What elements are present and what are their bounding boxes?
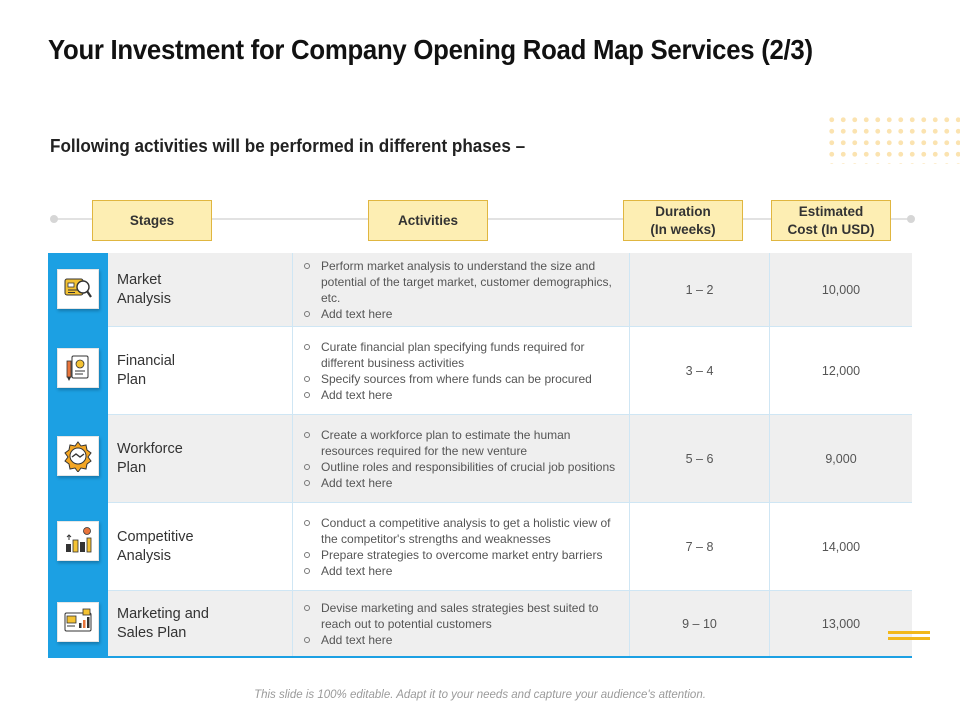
activity-item: Create a workforce plan to estimate the human resources required for the new venture [303, 427, 623, 459]
duration-cell: 7 – 8 [630, 503, 770, 590]
activity-item: Curate financial plan specifying funds required for different business activities [303, 339, 623, 371]
activities-cell [292, 327, 630, 414]
header-activities-label: Activities [397, 212, 459, 228]
footer-note: This slide is 100% editable. Adapt it to your needs and capture your audience's attention. [254, 689, 706, 701]
header-stages-label: Stages [129, 212, 175, 228]
table-row [108, 503, 912, 591]
activities-cell [292, 591, 630, 656]
market-analysis-icon [63, 275, 93, 303]
connector-dot-right [907, 215, 915, 223]
competitive-analysis-icon [57, 521, 99, 561]
activity-item: Prepare strategies to overcome market entry barriers [303, 547, 623, 563]
cost-cell: 9,000 [825, 451, 857, 466]
workforce-plan-icon [62, 440, 94, 472]
stage-cell [108, 415, 292, 502]
header-cost-label: Estimated Cost (In USD) [787, 203, 875, 237]
stage-label: Workforce Plan [117, 440, 183, 476]
header-cost [771, 200, 891, 241]
activity-item: Specify sources from where funds can be procured [303, 371, 623, 387]
financial-plan-icon [63, 353, 93, 383]
decorative-accent-line [888, 637, 930, 640]
stage-label: Market Analysis [117, 271, 171, 307]
stage-label: Financial Plan [117, 352, 176, 388]
header-duration-label: Duration (In weeks) [650, 203, 716, 237]
cost-cell: 10,000 [821, 282, 861, 297]
slide-title: Your Investment for Company Opening Road Map Services (2/3) [48, 34, 813, 65]
slide-subtitle: Following activities will be performed in different phases – [50, 136, 526, 156]
activities-cell [292, 503, 630, 590]
stage-label: Marketing and Sales Plan [117, 605, 209, 641]
market-analysis-icon [57, 269, 99, 309]
activities-list [303, 339, 623, 403]
activity-item: Conduct a competitive analysis to get a holistic view of the competitor's strengths and weaknesses [303, 515, 623, 547]
table-row [108, 253, 912, 327]
activities-cell [292, 415, 630, 502]
activities-list [303, 515, 623, 579]
stage-label: Competitive Analysis [117, 528, 194, 564]
stage-cell [108, 503, 292, 590]
table-row [108, 415, 912, 503]
financial-plan-icon [57, 348, 99, 388]
decorative-accent-line [888, 631, 930, 634]
marketing-sales-icon [63, 608, 93, 636]
stage-cell [108, 327, 292, 414]
duration-cell: 5 – 6 [630, 415, 770, 502]
header-stages [92, 200, 212, 241]
table-row [108, 591, 912, 658]
activity-item: Add text here [303, 306, 623, 322]
marketing-sales-icon [57, 602, 99, 642]
activities-list [303, 258, 623, 322]
decorative-dot-grid [826, 114, 960, 164]
duration-cell: 9 – 10 [630, 591, 770, 656]
duration-cell: 3 – 4 [630, 327, 770, 414]
activities-cell [292, 253, 630, 326]
activity-item: Perform market analysis to understand the size and potential of the target market, customer demographics, etc. [303, 258, 623, 306]
cost-cell: 13,000 [821, 616, 861, 631]
duration-cell: 1 – 2 [630, 253, 770, 326]
cost-cell: 14,000 [821, 539, 861, 554]
activities-list [303, 600, 623, 648]
phases-table [108, 253, 912, 658]
activity-item: Outline roles and responsibilities of crucial job positions [303, 459, 623, 475]
activity-item: Add text here [303, 387, 623, 403]
activity-item: Add text here [303, 632, 623, 648]
stage-cell [108, 253, 292, 326]
competitive-analysis-icon [63, 526, 93, 556]
activity-item: Add text here [303, 563, 623, 579]
connector-dot-left [50, 215, 58, 223]
header-activities [368, 200, 488, 241]
stage-cell [108, 591, 292, 656]
activity-item: Devise marketing and sales strategies best suited to reach out to potential customers [303, 600, 623, 632]
activities-list [303, 427, 623, 491]
workforce-plan-icon [57, 436, 99, 476]
header-duration [623, 200, 743, 241]
activity-item: Add text here [303, 475, 623, 491]
table-row [108, 327, 912, 415]
cost-cell: 12,000 [821, 363, 861, 378]
